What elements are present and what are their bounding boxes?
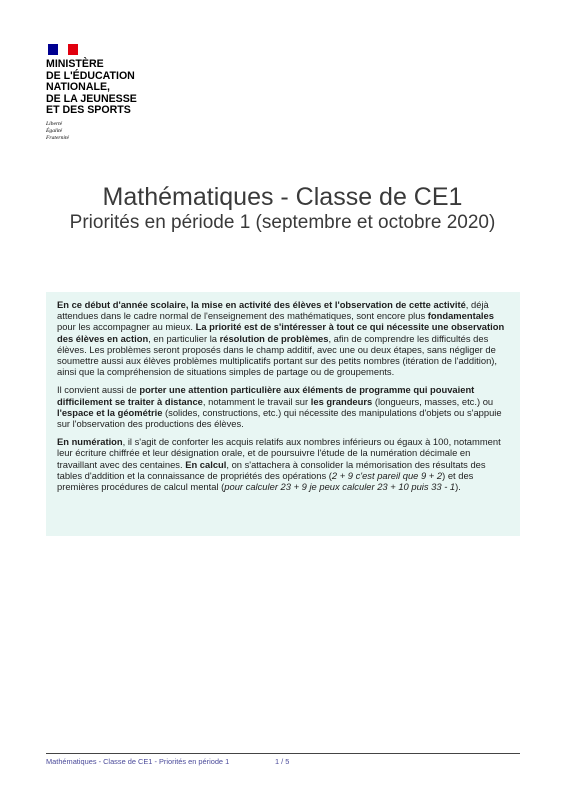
ministry-line: MINISTÈRE [46, 58, 104, 70]
flag-blue [48, 44, 58, 55]
page-number: 1 / 5 [275, 757, 290, 766]
page-subtitle: Priorités en période 1 (septembre et octobre 2020) [69, 212, 496, 233]
paragraph-activity [57, 299, 509, 377]
paragraph-attention [57, 384, 509, 429]
paragraph-numeration [57, 436, 509, 492]
motto-line: Égalité [46, 127, 63, 134]
footer-text: Mathématiques - Classe de CE1 - Priorités en période 1 [46, 757, 230, 766]
motto-line: Liberté [46, 120, 63, 127]
bold-text: En calcul [185, 458, 227, 470]
ministry-line: ET DES SPORTS [46, 104, 131, 117]
bold-text: En numération [57, 436, 123, 448]
italic-text: 2 + 9 c'est pareil que 9 + 2 [331, 469, 443, 481]
body-text: pour les accompagner au mieux. [57, 321, 196, 333]
flag-white [58, 44, 68, 55]
french-flag-icon [48, 44, 78, 55]
body-text: , il s'agit de conforter les acquis relatifs aux nombres inférieurs ou égaux à 100, notamment leur écriture chiffrée et leur désignation orale, et de poursuivre l'étude de la numération décimale en travaillant avec des centaines. [57, 436, 501, 470]
bold-text: La priorité est de s'intéresser à tout ce qui nécessite une observation des élèves en action [57, 321, 505, 344]
body-text: Il convient aussi de [57, 384, 140, 396]
body-text: , afin de comprendre les difficultés des élèves. Les problèmes seront proposés dans le champ additif, avec une ou deux étapes, sans négliger de soumettre aussi aux élèves problèmes multiplicatifs portant sur des petits nombres (itération de l'addition), ainsi que la compréhension de situations simples de partage ou de groupements. [57, 332, 498, 378]
italic-text: pour calculer 23 + 9 je peux calculer 23 + 10 puis 33 - 1 [224, 481, 456, 493]
priorities-box [46, 292, 520, 536]
body-text: , on s'attachera à consolider la mémorisation des résultats des tables d'addition et la connaissance de propriétés des opérations ( [57, 458, 486, 481]
bold-text: fondamentales [427, 310, 494, 322]
bold-text: résolution de problèmes [219, 332, 329, 344]
bold-text: En ce début d'année scolaire, la mise en activité des élèves et l'observation de cette activité [57, 299, 466, 310]
ministry-line: NATIONALE, [46, 81, 110, 94]
body-text: ) et des premières procédures de calcul mental ( [57, 469, 474, 493]
motto [46, 121, 176, 141]
footer-divider [46, 753, 520, 754]
body-text: (solides, constructions, etc.) qui nécessite des manipulations d'objets ou s'appuie sur l'observation des productions des élèves. [57, 406, 502, 430]
bold-text: l'espace et la géométrie [57, 406, 163, 418]
body-text: , déjà attendues dans le cadre normal de l'enseignement des mathématiques, sont encore plus [57, 299, 489, 322]
bold-text: porter une attention particulière aux éléments de programme qui pouvaient difficilement se traiter à distance [57, 384, 475, 407]
body-text: , en particulier la [148, 332, 220, 344]
motto-line: Fraternité [46, 134, 69, 141]
body-text: ). [455, 481, 461, 493]
bold-text: les grandeurs [310, 395, 373, 407]
ministry-name [46, 59, 176, 117]
body-text: (longueurs, masses, etc.) ou [372, 395, 494, 407]
body-text: , notamment le travail sur [202, 395, 311, 407]
ministry-line: DE L'ÉDUCATION [46, 69, 135, 82]
ministry-logo [46, 44, 176, 141]
page-title: Mathématiques - Classe de CE1 [102, 183, 463, 211]
ministry-line: DE LA JEUNESSE [46, 92, 137, 105]
footer [46, 757, 290, 766]
flag-red [68, 44, 78, 55]
